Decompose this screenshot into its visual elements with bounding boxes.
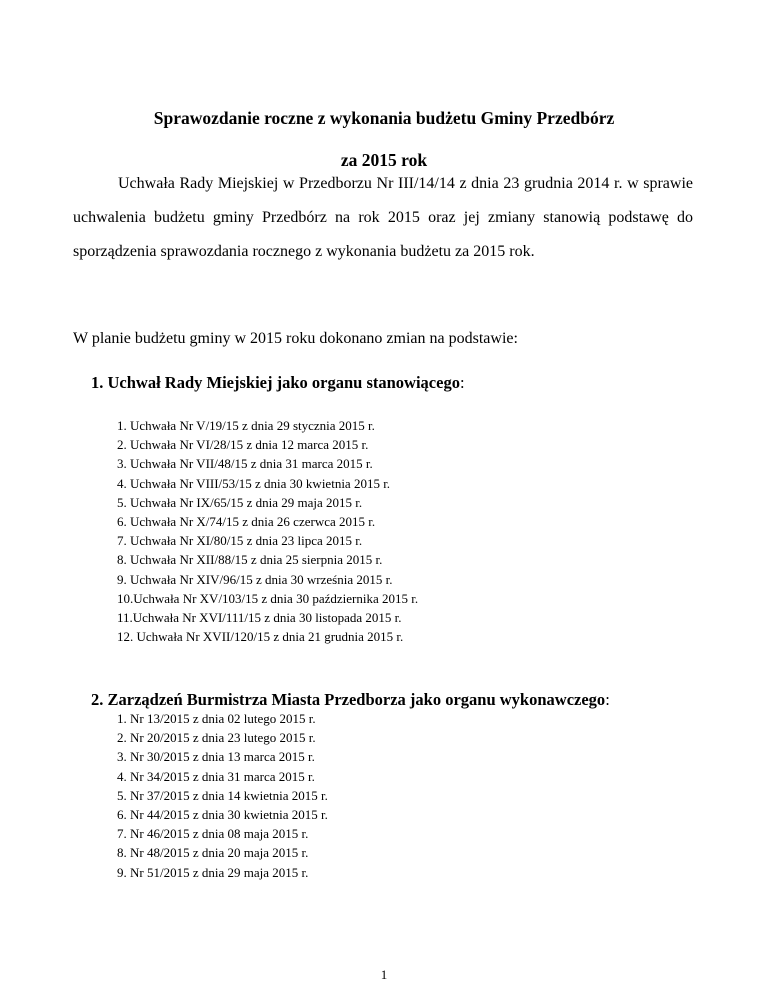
list-item: 5. Nr 37/2015 z dnia 14 kwietnia 2015 r. [117, 787, 328, 803]
section-2-heading-colon: : [605, 690, 610, 709]
list-item: 4. Uchwała Nr VIII/53/15 z dnia 30 kwietnia 2015 r. [117, 475, 391, 491]
section-2-heading-text: 2. Zarządzeń Burmistrza Miasta Przedborza jako organu wykonawczego [91, 690, 606, 709]
section-1-heading [91, 373, 465, 393]
section-2-heading [91, 690, 610, 710]
intro-paragraph: Uchwała Rady Miejskiej w Przedborzu Nr III/14/14 z dnia 23 grudnia 2014 r. w sprawie uchwalenia budżetu gminy Przedbórz na rok 2015 oraz jej zmiany stanowią podstawę do sporządzenia sprawozdania rocznego z wykonania budżetu za 2015 rok. [73, 175, 693, 260]
section-1-heading-text: 1. Uchwał Rady Miejskiej jako organu stanowiącego [91, 373, 460, 392]
list-item: 4. Nr 34/2015 z dnia 31 marca 2015 r. [117, 768, 315, 784]
plan-changes-paragraph: W planie budżetu gminy w 2015 roku dokonano zmian na podstawie: [73, 330, 518, 347]
list-item: 5. Uchwała Nr IX/65/15 z dnia 29 maja 2015 r. [117, 494, 363, 510]
list-item: 8. Nr 48/2015 z dnia 20 maja 2015 r. [117, 845, 309, 861]
ordinances-list [117, 709, 328, 882]
document-subtitle-year: za 2015 rok [340, 150, 428, 170]
list-item: 1. Uchwała Nr V/19/15 z dnia 29 stycznia 2015 r. [117, 418, 375, 433]
list-item: 7. Nr 46/2015 z dnia 08 maja 2015 r. [117, 826, 309, 842]
list-item: 6. Nr 44/2015 z dnia 30 kwietnia 2015 r. [117, 806, 328, 822]
list-item: 3. Nr 30/2015 z dnia 13 marca 2015 r. [117, 749, 315, 765]
list-item: 12. Uchwała Nr XVII/120/15 z dnia 21 grudnia 2015 r. [117, 629, 404, 645]
list-item: 11.Uchwała Nr XVI/111/15 z dnia 30 listopada 2015 r. [117, 609, 402, 625]
resolutions-list [117, 416, 418, 646]
page-number: 1 [380, 967, 388, 982]
document-title: Sprawozdanie roczne z wykonania budżetu Gminy Przedbórz [153, 108, 615, 128]
list-item: 2. Nr 20/2015 z dnia 23 lutego 2015 r. [117, 730, 316, 746]
list-item: 8. Uchwała Nr XII/88/15 z dnia 25 sierpnia 2015 r. [117, 552, 383, 568]
list-item: 7. Uchwała Nr XI/80/15 z dnia 23 lipca 2015 r. [117, 533, 363, 549]
list-item: 9. Nr 51/2015 z dnia 29 maja 2015 r. [117, 864, 309, 880]
list-item: 1. Nr 13/2015 z dnia 02 lutego 2015 r. [117, 711, 316, 726]
list-item: 3. Uchwała Nr VII/48/15 z dnia 31 marca 2015 r. [117, 456, 373, 472]
list-item: 9. Uchwała Nr XIV/96/15 z dnia 30 września 2015 r. [117, 571, 393, 587]
list-item: 6. Uchwała Nr X/74/15 z dnia 26 czerwca 2015 r. [117, 513, 376, 529]
list-item: 2. Uchwała Nr VI/28/15 z dnia 12 marca 2015 r. [117, 437, 369, 453]
list-item: 10.Uchwała Nr XV/103/15 z dnia 30 października 2015 r. [117, 590, 419, 606]
section-1-heading-colon: : [459, 373, 465, 392]
